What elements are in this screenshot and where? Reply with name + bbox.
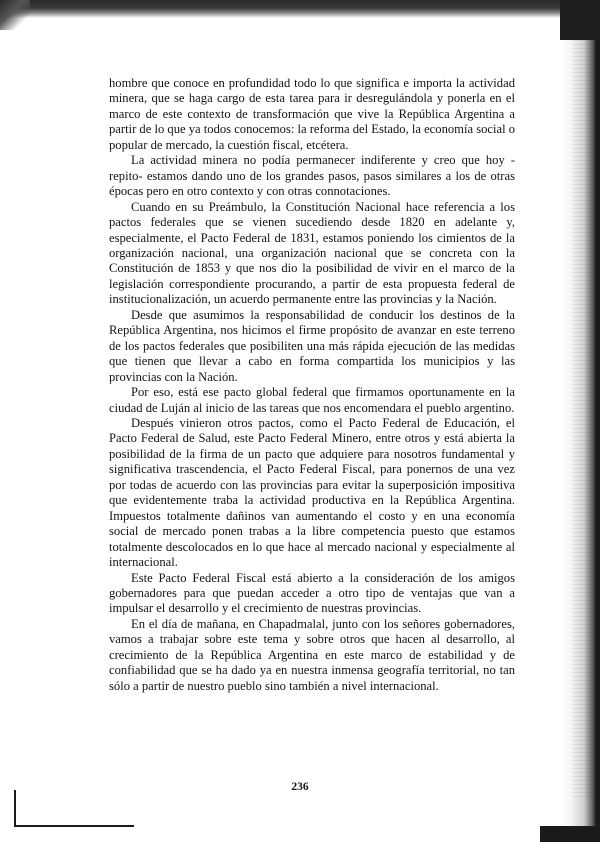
paragraph: Por eso, está ese pacto global federal que firmamos oportunamente en la ciudad de Luján al inicio de las tareas que nos encomendara el pueblo argentino.: [109, 385, 515, 415]
scan-bottom-right-corner: [540, 826, 600, 842]
body-text: [109, 76, 515, 694]
scan-right-noise: [572, 40, 594, 800]
paragraph: En el día de mañana, en Chapadmalal, junto con los señores gobernadores, vamos a trabajar sobre este tema y sobre otros que hacen al desarrollo, al crecimiento de la República Argentina en este marco de estabilidad y de confiabilidad que se ha dado ya en nuestra inmensa geografía territorial, no tan sólo a partir de nuestro pueblo sino también a nivel internacional.: [109, 616, 515, 693]
scan-left-bottom-line: [14, 825, 134, 827]
paragraph: Después vinieron otros pactos, como el Pacto Federal de Educación, el Pacto Federal de Salud, este Pacto Federal Minero, entre otros y está abierta la posibilidad de la firma de un pacto que adquiere para nosotros fundamental y significativa trascendencia, el Pacto Federal Fiscal, para ponernos de una vez por todas de acuerdo con las provincias para evitar la superposición impositiva que evidentemente traba la actividad productiva en la República Argentina. Impuestos totalmente dañinos van aumentando el costo y en una economía social de mercado ponen trabas a la libre competencia puesto que estamos totalmente descolocados en lo que hace al mercado nacional y especialmente al internacional.: [109, 415, 515, 570]
scan-top-edge: [0, 0, 600, 18]
paragraph: Este Pacto Federal Fiscal está abierto a la consideración de los amigos gobernadores para que puedan acceder a otro tipo de ventajas que van a impulsar el desarrollo y el crecimiento de nuestras provincias.: [109, 570, 515, 616]
scan-left-bottom-bar: [14, 790, 16, 827]
page-number: 236: [291, 781, 309, 793]
paragraph: hombre que conoce en profundidad todo lo que significa e importa la actividad minera, que se haga cargo de esta tarea para ir desregulándola y ponerla en el marco de este contexto de transformación que vive la República Argentina a partir de lo que ya todos conocemos: la reforma del Estado, la economía social o popular de mercado, la cuestión fiscal, etcétera.: [109, 76, 516, 152]
paragraph: Desde que asumimos la responsabilidad de conducir los destinos de la República Argentina, nos hicimos el firme propósito de avanzar en este terreno de los pactos federales que posibiliten una más rápida ejecución de las medidas que tienen que llevar a cabo en forma compartida los municipios y las provincias con la Nación.: [109, 307, 515, 384]
scan-left-top-corner: [0, 0, 30, 30]
paragraph: Cuando en su Preámbulo, la Constitución Nacional hace referencia a los pactos federales que se vienen sucediendo desde 1820 en adelante y, especialmente, el Pacto Federal de 1831, estamos poniendo los cimientos de la organización nacional, una organización nacional que se concreta con la Constitución de 1853 y que nos dio la posibilidad de vivir en el marco de la legislación correspondiente procurando, a partir de esta propuesta federal de institucionalización, un acuerdo permanente entre las provincias y la Nación.: [109, 199, 515, 307]
scan-top-right-corner: [560, 0, 600, 40]
paragraph: La actividad minera no podía permanecer indiferente y creo que hoy - repito- estamos dando uno de los grandes pasos, pasos similares a los de otras épocas pero en otro contexto y con otras connotaciones.: [109, 153, 515, 199]
